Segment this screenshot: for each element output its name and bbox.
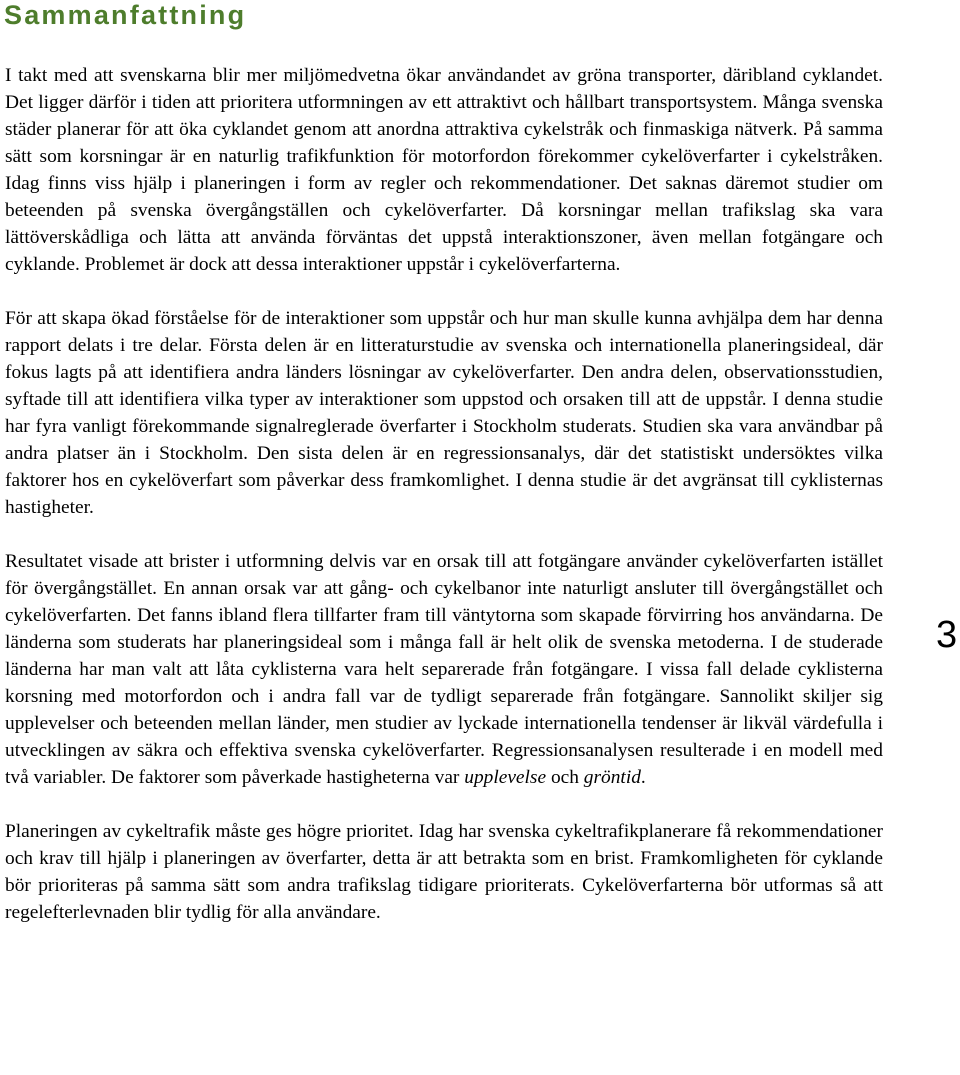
italic-term-upplevelse: upplevelse bbox=[464, 767, 547, 788]
paragraph-3-end: . bbox=[640, 767, 646, 788]
paragraph-3 bbox=[5, 548, 883, 791]
paragraph-3-joiner: och bbox=[546, 767, 584, 788]
paragraph-2: För att skapa ökad förståelse för de interaktioner som uppstår och hur man skulle kunna avhjälpa dem har denna rapport delats i tre delar. Första delen är en litteraturstudie av svenska och internationella planeringsideal, där fokus lagts på att identifiera andra länders lösningar av cykelöverfarter. Den andra delen, observationsstudien, syftade till att identifiera vilka typer av interaktioner som uppstod och orsaken till att de uppstår. I denna studie har fyra vanligt förekommande signalreglerade överfarter i Stockholm studerats. Studien ska vara användbar på andra platser än i Stockholm. Den sista delen är en regressionsanalys, där det statistiskt undersöktes vilka faktorer hos en cykelöverfart som påverkar dess framkomlighet. I denna studie är det avgränsat till cyklisternas hastigheter. bbox=[5, 308, 883, 518]
italic-term-grontid: gröntid bbox=[583, 767, 641, 788]
paragraph-3-text: Resultatet visade att brister i utformning delvis var en orsak till att fotgängare använder cykelöverfarten istället för övergångstället. En annan orsak var att gång- och cykelbanor inte naturligt ansluter till övergångstället och cykelöverfarten. Det fanns ibland flera tillfarter fram till väntytorna som skapade förvirring hos användarna. De länderna som studerats har planeringsideal som i många fall är helt olik de svenska metoderna. I de studerade länderna har man valt att låta cyklisterna vara helt separerade från fotgängare. I vissa fall delade cyklisterna korsning med motorfordon och i andra fall var de tydligt separerade från fotgängare. Sannolikt skiljer sig upplevelser och beteenden mellan länder, men studier av lyckade internationella tendenser är likväl värdefulla i utvecklingen av säkra och effektiva svenska cykelöverfarter. Regressionsanalysen resulterade i en modell med två variabler. De faktorer som påverkade hastigheterna var bbox=[5, 551, 883, 788]
page-title: Sammanfattning bbox=[4, 0, 247, 30]
summary-body bbox=[5, 62, 883, 926]
paragraph-1: I takt med att svenskarna blir mer miljömedvetna ökar användandet av gröna transporter, däribland cyklandet. Det ligger därför i tiden att prioritera utformningen av ett attraktivt och hållbart transportsystem. Många svenska städer planerar för att öka cyklandet genom att anordna attraktiva cykelstråk och finmaskiga nätverk. På samma sätt som korsningar är en naturlig trafikfunktion för motorfordon förekommer cykelöverfarter i cykelstråken. Idag finns viss hjälp i planeringen i form av regler och rekommendationer. Det saknas däremot studier om beteenden på svenska övergångställen och cykelöverfarter. Då korsningar mellan trafikslag ska vara lättöverskådliga och lätta att använda förväntas det uppstå interaktionszoner, även mellan fotgängare och cyklande. Problemet är dock att dessa interaktioner uppstår i cykelöverfarterna. bbox=[5, 65, 883, 275]
page-number: 3 bbox=[936, 614, 958, 656]
paragraph-4: Planeringen av cykeltrafik måste ges högre prioritet. Idag har svenska cykeltrafikplanerare få rekommendationer och krav till hjälp i planeringen av överfarter, detta är att betrakta som en brist. Framkomligheten för cyklande bör prioriteras på samma sätt som andra trafikslag tidigare prioriterats. Cykelöverfarterna bör utformas så att regelefterlevnaden blir tydlig för alla användare. bbox=[5, 821, 883, 923]
